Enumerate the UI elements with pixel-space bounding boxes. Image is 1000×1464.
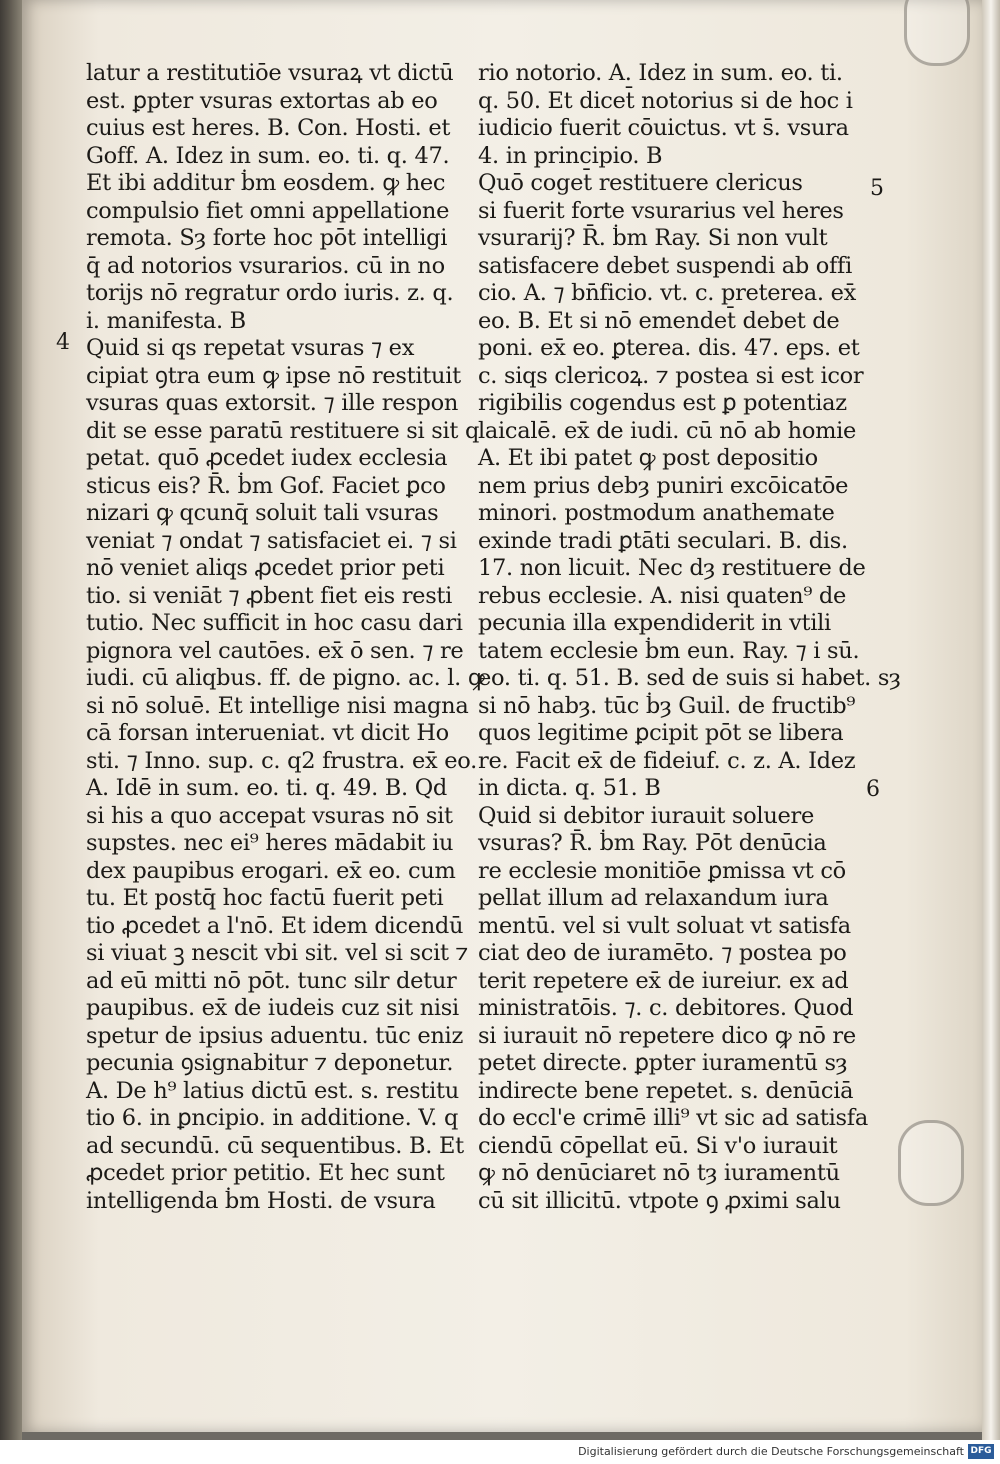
text-line: nizari ꝙ qcunq̄ soluit tali vsuras <box>86 500 439 526</box>
text-line: A. De h⁹ latius dictū est. s. restitu <box>86 1077 459 1104</box>
text-line: si viuat ꝫ nescit vbi sit. vel si scit ⁊ <box>86 940 469 966</box>
text-line: cū sit illicitū. vtpote ꝯ ꝓximi salu <box>478 1187 841 1214</box>
text-line: pecunia illa expendiderit in vtili <box>478 610 831 636</box>
text-line: nō veniet aliqs ꝓcedet prior peti <box>86 555 445 581</box>
text-line: A. Idē in sum. eo. ti. q. 49. B. Qd <box>86 775 447 801</box>
margin-number: 5 <box>870 176 884 201</box>
text-line: dex paupibus erogari. ex̄ eo. cum <box>86 857 456 884</box>
text-line: rebus ecclesie. A. nisi quaten⁹ de <box>478 582 847 609</box>
text-line: pellat illum ad relaxandum iura <box>478 885 829 911</box>
text-line: supstes. nec ei⁹ heres mādabit iu <box>86 830 454 856</box>
text-line: satisfacere debet suspendi ab offi <box>478 252 852 279</box>
left-text-column <box>86 60 485 1215</box>
text-line: in dicta. q. 51. B <box>478 775 661 801</box>
text-line: si nō soluē. Et intellige nisi magna <box>86 692 469 719</box>
text-line: ad secundū. cū sequentibus. B. Et <box>86 1132 464 1159</box>
book-binding <box>0 0 22 1440</box>
text-line: paupibus. ex̄ de iudeis cuz sit nisi <box>86 995 459 1021</box>
text-line: iudicio fuerit cōuictus. vt s̄. vsura <box>478 115 849 141</box>
text-line: intelligenda ḃm Hosti. de vsura <box>86 1187 436 1214</box>
text-line: dit se esse paratū restituere si sit q <box>86 417 480 444</box>
text-line: si nō habȝ. tūc ḃȝ Guil. de fructib⁹ <box>478 692 856 719</box>
text-line: torijs nō regratur ordo iuris. z. q. <box>86 280 454 306</box>
text-line: cā forsan interueniat. vt dicit Ho <box>86 720 449 746</box>
text-line: si fuerit forte vsurarius vel heres <box>478 197 844 224</box>
text-line: sti. ⁊ Inno. sup. c. q2 frustra. ex̄ eo. <box>86 747 477 774</box>
text-line: cuius est heres. B. Con. Hosti. et <box>86 115 451 141</box>
text-line: pignora vel cautōes. ex̄ ō sen. ⁊ re <box>86 637 464 664</box>
text-line: Quō coget̄ restituere clericus <box>478 170 803 196</box>
text-line: laicalē. ex̄ de iudi. cū nō ab homie <box>478 417 857 444</box>
text-line: veniat ⁊ ondat ⁊ satisfaciet ei. ⁊ si <box>86 527 457 554</box>
text-line: ad eū mitti nō pōt. tunc silr detur <box>86 967 457 994</box>
text-line: terit repetere ex̄ de iureiur. ex ad <box>478 967 849 994</box>
text-line: exinde tradi ꝑtāti seculari. B. dis. <box>478 527 848 554</box>
text-line: rigibilis cogendus est ꝑ potentiaz <box>478 390 847 416</box>
text-line: Goff. A. Idez in sum. eo. ti. q. 47. <box>86 142 450 169</box>
text-line: ministratōis. ⁊. c. debitores. Quod <box>478 995 854 1021</box>
dfg-logo: DFG <box>968 1444 994 1459</box>
text-line: Quid si debitor iurauit soluere <box>478 802 815 829</box>
text-line: iudi. cū aliqbus. ff. de pigno. ac. l. ꝙ <box>86 665 485 691</box>
text-line: eo. B. Et si nō emendet̄ debet de <box>478 307 840 334</box>
text-line: sticus eis? R̄. ḃm Gof. Faciet ꝑco <box>86 472 446 499</box>
text-line: rio notorio. A. Idez in sum. eo. ti. <box>478 60 843 86</box>
text-line: quos legitime ꝑcipit pōt se libera <box>478 720 844 746</box>
text-line: pecunia ꝯsignabitur ⁊ deponetur. <box>86 1050 454 1076</box>
text-line: ciendū cōpellat eū. Si v'o iurauit <box>478 1132 838 1159</box>
text-line: tutio. Nec sufficit in hoc casu dari <box>86 610 463 636</box>
text-line: cipiat ꝯtra eum ꝙ ipse nō restituit <box>86 362 461 389</box>
text-line: i. manifesta. B <box>86 307 246 334</box>
margin-number: 4 <box>56 330 70 355</box>
text-line: vsuras? R̄. ḃm Ray. Pōt denūcia <box>478 830 827 856</box>
text-line: ꝓcedet prior petitio. Et hec sunt <box>86 1160 445 1186</box>
text-line: minori. postmodum anathemate <box>478 500 835 526</box>
text-line: 4. in principio. B <box>478 142 663 169</box>
text-line: tio. si veniāt ⁊ ꝓbent fiet eis resti <box>86 582 453 609</box>
text-line: tio ꝓcedet a l'nō. Et idem dicendū <box>86 912 464 939</box>
text-line: Quid si qs repetat vsuras ⁊ ex <box>86 335 415 361</box>
text-line: ꝙ nō denūciaret nō tȝ iuramentū <box>478 1160 840 1186</box>
page-clip-top <box>904 0 970 66</box>
text-line: Et ibi additur ḃm eosdem. ꝙ hec <box>86 170 446 196</box>
text-line: re ecclesie monitiōe ꝑmissa vt cō <box>478 857 846 884</box>
text-line: remota. Sȝ forte hoc pōt intelligi <box>86 225 448 251</box>
text-line: spetur de ipsius aduentu. tūc eniz <box>86 1022 464 1049</box>
footer-bar <box>0 1440 1000 1464</box>
text-line: tatem ecclesie ḃm eun. Ray. ⁊ i sū. <box>478 637 860 664</box>
text-line: tu. Et postq̄ hoc factū fuerit peti <box>86 885 444 911</box>
text-line: indirecte bene repetet. s. denūciā <box>478 1077 854 1104</box>
text-line: est. ꝑpter vsuras extortas ab eo <box>86 87 438 114</box>
text-line: q. 50. Et dicet̄ notorius si de hoc i <box>478 87 853 114</box>
text-line: si iurauit nō repetere dico ꝙ nō re <box>478 1022 856 1049</box>
text-line: nem prius debȝ puniri excōicatōe <box>478 472 849 499</box>
text-line: petet directe. ꝑpter iuramentū sȝ <box>478 1050 848 1076</box>
page-clip-bottom <box>898 1120 964 1206</box>
text-line: 17. non licuit. Nec dȝ restituere de <box>478 555 866 581</box>
text-line: petat. quō ꝓcedet iudex ecclesia <box>86 445 448 471</box>
text-line: eo. ti. q. 51. B. sed de suis si habet. sȝ <box>478 665 901 691</box>
text-line: poni. ex̄ eo. ꝑterea. dis. 47. eps. et <box>478 335 860 361</box>
text-line: do eccl'e crimē illi⁹ vt sic ad satisfa <box>478 1105 868 1131</box>
text-line: q̄ ad notorios vsurarios. cū in no <box>86 252 445 279</box>
right-text-column <box>478 60 901 1215</box>
margin-number: 6 <box>866 777 880 802</box>
text-line: compulsio fiet omni appellatione <box>86 197 450 224</box>
text-line: A. Et ibi patet ꝙ post depositio <box>478 445 818 471</box>
text-line: vsuras quas extorsit. ⁊ ille respon <box>86 390 459 416</box>
text-line: ciat deo de iuramēto. ⁊ postea po <box>478 940 847 966</box>
footer-credit: Digitalisierung gefördert durch die Deutsche Forschungsgemeinschaft <box>578 1445 964 1458</box>
page-edge <box>982 0 1000 1440</box>
text-line: vsurarij? R̄. ḃm Ray. Si non vult <box>478 225 828 251</box>
text-line: re. Facit ex̄ de fideiuf. c. z. A. Idez <box>478 747 856 774</box>
text-line: cio. A. ⁊ bn̄ficio. vt. c. preterea. ex̄ <box>478 280 856 306</box>
text-line: si his a quo accepat vsuras nō sit <box>86 802 453 829</box>
text-line: mentū. vel si vult soluat vt satisfa <box>478 912 851 939</box>
text-line: latur a restitutiōe vsuraꝝ vt dictū <box>86 60 454 86</box>
text-line: c. siqs clericoꝝ. ⁊ postea si est icor <box>478 362 864 389</box>
text-line: tio 6. in ꝑncipio. in additione. V. q <box>86 1105 459 1131</box>
